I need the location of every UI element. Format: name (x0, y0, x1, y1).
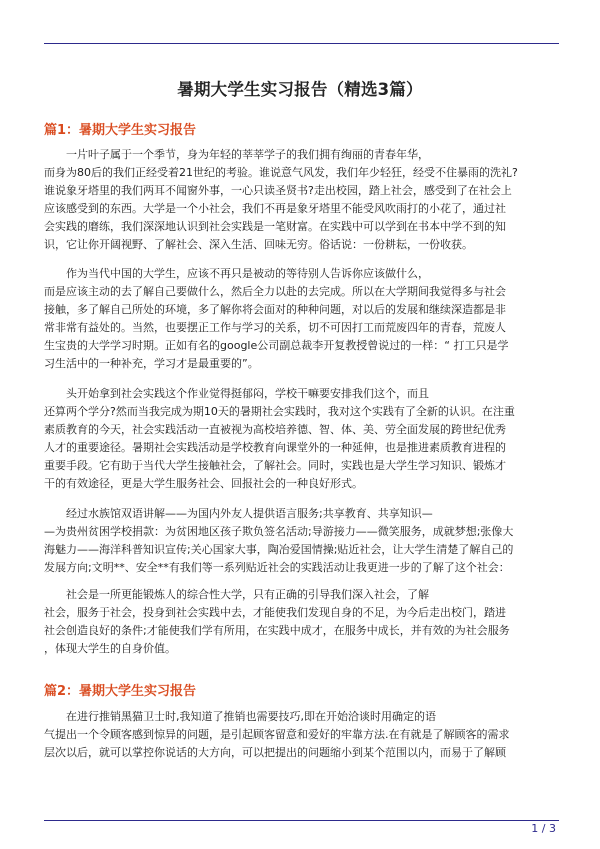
paragraph (44, 265, 559, 373)
text-line: 人才的重要途径。暑期社会实践活动是学校教育向课堂外的一种延伸，也是推进素质教育进程的 (44, 441, 506, 454)
paragraph (44, 146, 559, 254)
text-line: 气提出一个令顾客感到惊异的问题，是引起顾客留意和爱好的牢靠方法.在有就是了解顾客的需求 (44, 728, 510, 741)
text-line: 社会是一所更能锻炼人的综合性大学，只有正确的引导我们深入社会，了解 (66, 588, 429, 601)
text-line: 素质教育的今天，社会实践活动一直被视为高校培养德、智、体、美、劳全面发展的跨世纪优秀 (44, 423, 506, 436)
text-line: 发展方向;文明**、安全**有我们等一系列贴近社会的实践活动让我更进一步的了解了这个社会： (44, 561, 510, 574)
text-line: 识，它让你开阔视野、了解社会、深入生活、回味无穷。俗话说：一份耕耘，一份收获。 (44, 238, 473, 251)
footer-rule (44, 820, 559, 821)
paragraph (44, 385, 559, 493)
paragraph (44, 708, 559, 762)
text-line: —为贵州贫困学校捐款：为贫困地区孩子欺负签名活动;导游接力——微笑服务，成就梦想;张像大 (44, 525, 514, 538)
text-line: 经过水族馆双语讲解——为国内外友人提供语言服务;共享教育、共享知识— (66, 507, 433, 520)
paragraph (44, 586, 559, 658)
text-line: ，体现大学生的自身价值。 (44, 642, 176, 655)
document-title: 暑期大学生实习报告（精选3篇） (177, 80, 423, 99)
text-line: 常非常有益处的。当然，也要摆正工作与学习的关系，切不可因打工而荒废四年的青春，荒废人 (44, 321, 506, 334)
text-line: 而身为80后的我们正经受着21世纪的考验。谁说意气风发，我们年少轻狂，经受不住暴雨的洗礼? (44, 166, 518, 179)
header-rule (44, 43, 559, 44)
text-line: 作为当代中国的大学生，应该不再只是被动的等待别人告诉你应该做什么， (66, 267, 429, 280)
text-line: 层次以后，就可以掌控你说话的大方向，可以把提出的问题缩小到某个范围以内，而易于了解顾 (44, 746, 506, 759)
text-line: 还算两个学分?然而当我完成为期10天的暑期社会实践时，我对这个实践有了全新的认识。在注重 (44, 405, 515, 418)
text-line: 习生活中的一种补充，学习才是最重要的”。 (44, 357, 259, 370)
page-number: 1 / 3 (531, 822, 556, 835)
text-line: 干的有效途径，更是大学生服务社会、回报社会的一种良好形式。 (44, 477, 363, 490)
text-line: 头开始拿到社会实践这个作业觉得挺郁闷，学校干嘛要安排我们这个，而且 (66, 387, 429, 400)
text-line: 应该感受到的东西。大学是一个小社会，我们不再是象牙塔里不能受风吹雨打的小花了，通过社 (44, 202, 506, 215)
text-line: 海魅力——海洋科普知识宣传;关心国家大事，陶冶爱国情操;贴近社会，让大学生清楚了解自己的 (44, 543, 514, 556)
text-line: 而是应该主动的去了解自己要做什么，然后全力以赴的去完成。所以在大学期间我觉得多与社会 (44, 285, 506, 298)
text-line: 重要手段。它有助于当代大学生接触社会，了解社会。同时，实践也是大学生学习知识、锻炼才 (44, 459, 506, 472)
text-line: 会实践的磨练，我们深深地认识到社会实践是一笔财富。在实践中可以学到在书本中学不到的知 (44, 220, 506, 233)
text-line: 在进行推销黑猫卫士时,我知道了推销也需要技巧,即在开始洽谈时用确定的语 (66, 710, 436, 723)
text-line: 一片叶子属于一个季节，身为年轻的莘莘学子的我们拥有绚丽的青春年华， (66, 148, 429, 161)
section-heading-1: 篇1：暑期大学生实习报告 (44, 123, 197, 138)
text-line: 接触，多了解自己所处的环境，多了解你将会面对的种种问题，对以后的发展和继续深造都是非 (44, 303, 506, 316)
text-line: 生宝贵的大学学习时期。正如有名的google公司副总裁李开复教授曾说过的一样：“ 打工只是学 (44, 339, 509, 352)
text-line: 社会，服务于社会，投身到社会实践中去，才能使我们发现自身的不足，为今后走出校门，踏进 (44, 606, 506, 619)
text-line: 社会创造良好的条件;才能使我们学有所用，在实践中成才，在服务中成长，并有效的为社会服务 (44, 624, 510, 637)
paragraph (44, 505, 559, 577)
section-heading-2: 篇2：暑期大学生实习报告 (44, 684, 197, 699)
text-line: 谁说象牙塔里的我们两耳不闻窗外事，一心只读圣贤书?走出校园，踏上社会，感受到了在社会上 (44, 184, 512, 197)
